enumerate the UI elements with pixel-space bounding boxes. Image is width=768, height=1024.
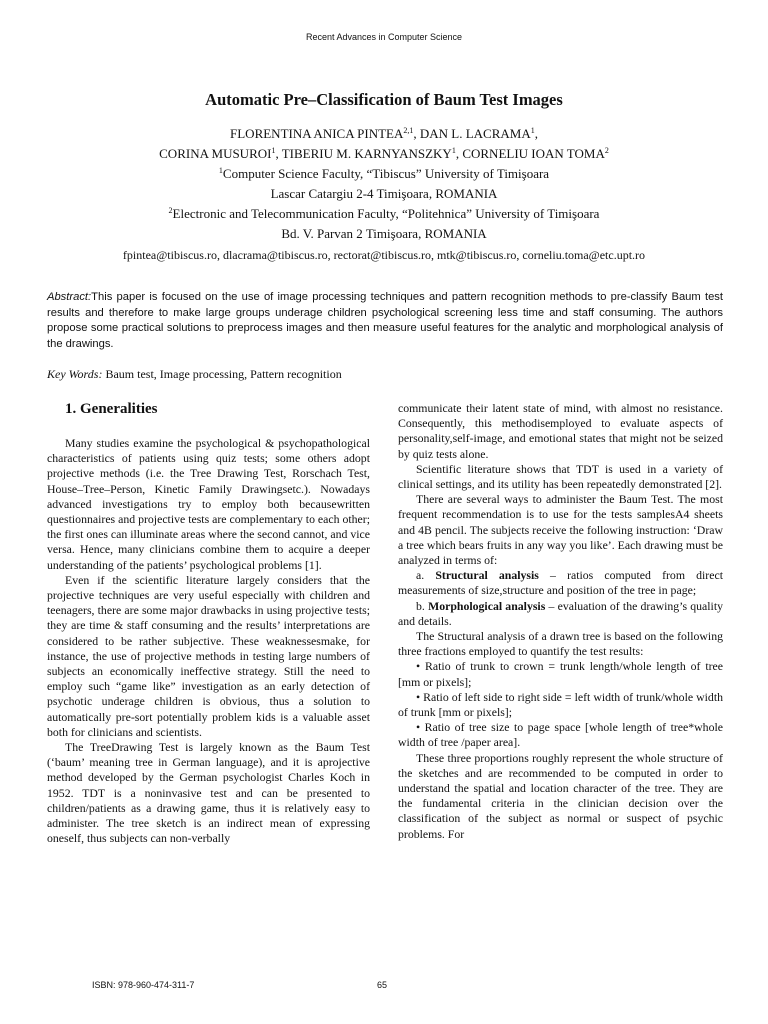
author-name: , CORNELIU IOAN TOMA: [455, 146, 605, 161]
bullet-icon: •: [416, 659, 421, 674]
paragraph: Even if the scientific literature largely considers that the projective techniques are very useful especially with children and teenagers, there are some major drawbacks in using projective tests; they are time & staff consuming and the results’ interpretations are considered to be rather subjective. These weaknessesmake, for instance, the use of projective methods in testing large numbers of subjects an economically ineffective strategy. Still the need to employ such “game like” investigation as an early detection of psychotic underage children is obvious, thus a solution to automatically pre-sort potentially problem kids is a valuable asset both for clinicians and scientists.: [47, 572, 370, 739]
author-sup: 2,1: [403, 126, 414, 135]
author-block: [0, 124, 768, 265]
author-sup: 1: [530, 126, 535, 135]
bullet-item: [398, 690, 723, 720]
author-line-1: [0, 124, 768, 144]
author-line-2: [0, 144, 768, 164]
paragraph: Scientific literature shows that TDT is used in a variety of clinical settings, and its utility has been repeatedly demonstrated [2].: [398, 461, 723, 492]
bullet-text: Ratio of trunk to crown = trunk length/whole length of tree [mm or pixels];: [398, 659, 723, 689]
author-sup: 1: [271, 146, 276, 155]
keywords-text: Baum test, Image processing, Pattern recognition: [102, 367, 342, 381]
author-line-end: ,: [534, 126, 538, 141]
footer-isbn: ISBN: 978-960-474-311-7: [92, 980, 195, 990]
author-emails: fpintea@tibiscus.ro, dlacrama@tibiscus.ro, rectorat@tibiscus.ro, mtk@tibiscus.ro, corneliu.toma@etc.upt.ro: [122, 248, 646, 262]
abstract-label: Abstract:: [47, 291, 92, 303]
bullet-item: [398, 720, 723, 750]
left-column: [47, 436, 370, 846]
list-text: – ratios computed from direct measurements of size,structure and position of the tree in page;: [398, 568, 723, 598]
bullet-text: Ratio of left side to right side = left width of trunk/whole width of trunk [mm or pixels];: [398, 689, 723, 720]
affiliation-2: [0, 204, 768, 224]
bullet-item: [398, 659, 723, 689]
paragraph: There are several ways to administer the Baum Test. The most frequent recommendation is to use for the tests samplesA4 sheets and 4B pencil. The subjects receive the following instruction: ‘Draw a tree which bears fruits in any way you like’. Each drawing must be analyzed in terms of:: [398, 492, 723, 568]
page-number: 65: [377, 980, 388, 990]
running-head: Recent Advances in Computer Science: [305, 32, 463, 42]
list-item-a: [398, 568, 723, 598]
abstract-text: This paper is focused on the use of image processing techniques and pattern recognition methods to pre-classify Baum test results and therefore to make large groups underage children psychological screening less time and staff consuming. The authors propose some practical solutions to preprocess images and then measure useful features for the analytic and morphological analysis of the drawings.: [47, 291, 723, 350]
list-item-b: [398, 599, 723, 629]
paper-title: Automatic Pre–Classification of Baum Test Images: [205, 90, 563, 109]
keywords: [47, 367, 723, 382]
right-column: [398, 401, 723, 842]
affiliation-sup: 2: [168, 206, 173, 215]
paragraph: communicate their latent state of mind, with almost no resistance. Consequently, this methodisemployed to evaluate aspects of personality,self-image, and emotional states that might not be seized by quiz tests alone.: [398, 401, 723, 461]
paragraph: Many studies examine the psychological & psychopathological characteristics of patients using quiz tests; some others adopt projective methods (i.e. the Tree Drawing Test, Rorschach Test, House–Tree–Person, Kinetic Family Drawingsetc.). Nowadays advanced investigations try to employ both becausewritten questionnaires and projective tests are complementary to each other; the first ones can illuminate areas where the second cannot, and vice versa. Hence, many clinicians combine them to acquire a deeper understanding of the patients’ psychological problems [1].: [47, 436, 370, 572]
list-text: – evaluation of the drawing’s quality and details.: [398, 598, 724, 628]
affiliation-1: [0, 164, 768, 184]
affiliation-sup: 1: [218, 166, 223, 175]
list-marker: b.: [416, 598, 425, 613]
author-name: FLORENTINA ANICA PINTEA: [230, 126, 404, 141]
author-name: CORINA MUSUROI: [159, 146, 272, 161]
author-sup: 2: [604, 146, 609, 155]
paragraph: The TreeDrawing Test is largely known as the Baum Test (‘baum’ meaning tree in German language), and it is aprojective method developed by the German psychologist Charles Koch in 1952. TDT is a noninvasive test and can be presented to children/patients as a drawing game, thus it is relatively easy to administer. The tree sketch is an indirect mean of expressing oneself, thus subjects can non-verbally: [47, 740, 370, 846]
list-term: Structural analysis: [435, 568, 539, 583]
affiliation-2-address: Bd. V. Parvan 2 Timişoara, ROMANIA: [281, 226, 487, 241]
author-sup: 1: [451, 146, 456, 155]
paragraph: The Structural analysis of a drawn tree is based on the following three fractions employed to quantify the test results:: [398, 629, 723, 659]
section-heading: 1. Generalities: [65, 401, 158, 417]
affiliation-text: Electronic and Telecommunication Faculty, “Politehnica” University of Timişoara: [172, 206, 600, 221]
bullet-icon: •: [416, 689, 421, 704]
bullet-text: Ratio of tree size to page space [whole length of tree*whole width of tree /paper area].: [398, 720, 723, 750]
author-name: , TIBERIU M. KARNYANSZKY: [275, 146, 452, 161]
affiliation-1-address: Lascar Catargiu 2-4 Timişoara, ROMANIA: [270, 186, 498, 201]
list-term: Morphological analysis: [428, 598, 546, 613]
author-name: , DAN L. LACRAMA: [413, 126, 531, 141]
abstract: [47, 290, 723, 352]
bullet-icon: •: [416, 720, 421, 735]
paragraph: These three proportions roughly represent the whole structure of the sketches and are recommended to be computed in order to understand the spatial and location character of the tree. They are the fundamental criteria in the clinician decision over the classification of the subject as normal or suspect of psychic problems. For: [398, 750, 723, 841]
affiliation-text: Computer Science Faculty, “Tibiscus” University of Timişoara: [222, 166, 550, 181]
keywords-label: Key Words:: [47, 367, 103, 381]
list-marker: a.: [416, 568, 425, 583]
